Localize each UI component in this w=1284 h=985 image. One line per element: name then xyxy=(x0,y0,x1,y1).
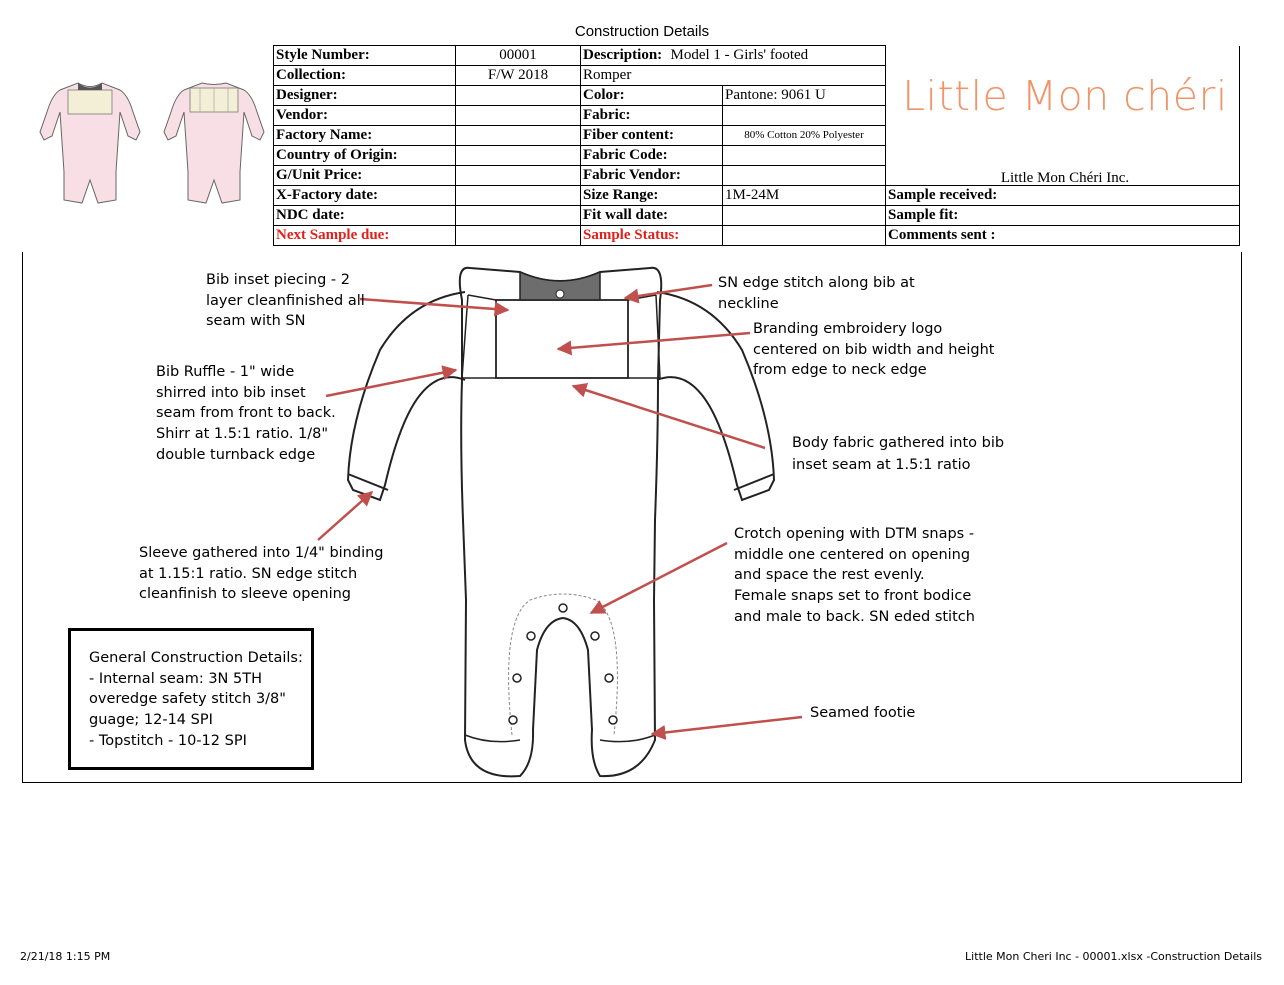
value-style-number: 00001 xyxy=(456,46,581,66)
table-row xyxy=(274,206,1240,226)
footer-filename: Little Mon Cheri Inc - 00001.xlsx -Construction Details xyxy=(965,950,1262,963)
value-fiber-content: 80% Cotton 20% Polyester xyxy=(723,126,886,146)
note-body-fabric: Body fabric gathered into bib inset seam at 1.5:1 ratio xyxy=(792,435,1005,473)
value-description-cont: Romper xyxy=(581,66,886,86)
value-fabric-code xyxy=(723,146,886,166)
value-description: Model 1 - Girls' footed xyxy=(669,46,832,66)
value-sample-status xyxy=(723,226,886,246)
value-designer xyxy=(456,86,581,106)
footer-datetime: 2/21/18 1:15 PM xyxy=(20,950,111,963)
general-heading: General Construction Details: xyxy=(89,650,303,666)
value-fabric-vendor xyxy=(723,166,886,186)
label-country-of-origin: Country of Origin: xyxy=(274,146,456,166)
label-fabric-code: Fabric Code: xyxy=(581,146,723,166)
label-fabric: Fabric: xyxy=(581,106,723,126)
label-sample-status: Sample Status: xyxy=(581,226,723,246)
note-bib-inset: Bib inset piecing - 2 layer cleanfinished all seam with SN xyxy=(206,272,365,330)
note-sn-edge: SN edge stitch along bib at neckline xyxy=(718,275,915,312)
label-designer: Designer: xyxy=(274,86,456,106)
label-x-factory-date: X-Factory date: xyxy=(274,186,456,206)
label-comments-sent: Comments sent : xyxy=(886,226,1240,246)
value-next-sample-due xyxy=(456,226,581,246)
general-construction-box: General Construction Details: - Internal seam: 3N 5TH overedge safety stitch 3/8" guage; 12-14 SPI - Topstitch - 10-12 SPI xyxy=(68,628,314,770)
label-fit-wall-date: Fit wall date: xyxy=(581,206,723,226)
value-fabric xyxy=(723,106,886,126)
value-country-of-origin xyxy=(456,146,581,166)
note-crotch: Crotch opening with DTM snaps - middle one centered on opening and space the rest evenly. Female snaps set to front bodice and male to back. SN eded stitch xyxy=(734,526,975,625)
value-factory-name xyxy=(456,126,581,146)
label-description: Description: xyxy=(581,46,723,66)
value-ndc-date xyxy=(456,206,581,226)
value-size-range: 1M-24M xyxy=(723,186,886,206)
note-sleeve: Sleeve gathered into 1/4" binding at 1.15:1 ratio. SN edge stitch cleanfinish to sleeve opening xyxy=(139,545,384,603)
label-fiber-content: Fiber content: xyxy=(581,126,723,146)
label-fabric-vendor: Fabric Vendor: xyxy=(581,166,723,186)
table-row xyxy=(274,186,1240,206)
value-collection: F/W 2018 xyxy=(456,66,581,86)
label-vendor: Vendor: xyxy=(274,106,456,126)
thumbnail-back xyxy=(164,83,264,203)
label-style-number: Style Number: xyxy=(274,46,456,66)
table-row xyxy=(274,226,1240,246)
label-sample-fit: Sample fit: xyxy=(886,206,1240,226)
note-bib-ruffle: Bib Ruffle - 1" wide shirred into bib inset seam from front to back. Shirr at 1.5:1 ratio. 1/8" double turnback edge xyxy=(156,364,336,463)
value-fit-wall-date xyxy=(723,206,886,226)
note-footie: Seamed footie xyxy=(810,705,916,721)
brand-company: Little Mon Chéri Inc. xyxy=(1000,170,1130,186)
note-branding: Branding embroidery logo centered on bib width and height from edge to neck edge xyxy=(753,321,995,379)
label-next-sample-due: Next Sample due: xyxy=(274,226,456,246)
label-color: Color: xyxy=(581,86,723,106)
label-size-range: Size Range: xyxy=(581,186,723,206)
thumbnail-front xyxy=(40,83,140,203)
label-ndc-date: NDC date: xyxy=(274,206,456,226)
table-row xyxy=(274,46,1240,66)
value-unit-price xyxy=(456,166,581,186)
page-title: Construction Details xyxy=(574,23,710,40)
label-sample-received: Sample received: xyxy=(886,186,1240,206)
brand-logo-text: Little Mon chéri xyxy=(902,72,1228,120)
value-vendor xyxy=(456,106,581,126)
value-color: Pantone: 9061 U xyxy=(723,86,886,106)
label-unit-price: G/Unit Price: xyxy=(274,166,456,186)
label-factory-name: Factory Name: xyxy=(274,126,456,146)
value-x-factory-date xyxy=(456,186,581,206)
label-collection: Collection: xyxy=(274,66,456,86)
